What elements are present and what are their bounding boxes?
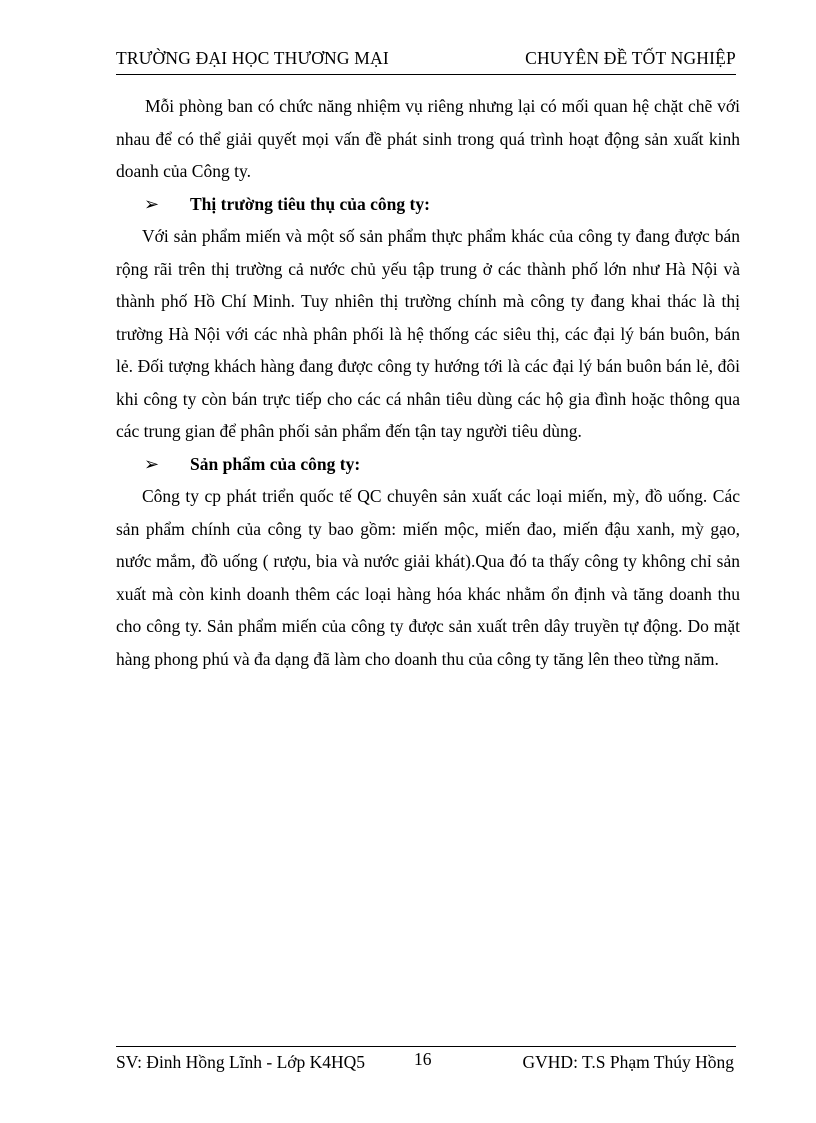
paragraph-market: Với sản phẩm miến và một số sản phẩm thực phẩm khác của công ty đang được bán rộng rãi trên thị trường cả nước chủ yếu tập trung ở các thành phố lớn như Hà Nội và thành phố Hồ Chí Minh. Tuy nhiên thị trường chính mà công ty đang khai thác là thị trường Hà Nội với các nhà phân phối là hệ thống các siêu thị, các đại lý bán buôn, bán lẻ. Đối tượng khách hàng đang được công ty hướng tới là các đại lý bán buôn bán lẻ, đôi khi công ty còn bán trực tiếp cho các cá nhân tiêu dùng các hộ gia đình hoặc thông qua các trung gian để phân phối sản phẩm đến tận tay người tiêu dùng. bbox=[116, 226, 740, 441]
paragraph-products: Công ty cp phát triển quốc tế QC chuyên sản xuất các loại miến, mỳ, đồ uống. Các sản phẩm chính của công ty bao gồm: miến mộc, miến đao, miến đậu xanh, mỳ gạo, nước mắm, đồ uống ( rượu, bia và nước giải khát).Qua đó ta thấy công ty không chỉ sản xuất mà còn kinh doanh thêm các loại hàng hóa khác nhằm ổn định và tăng doanh thu cho công ty. Sản phẩm miến của công ty được sản xuất trên dây truyền tự động. Do mặt hàng phong phú và đa dạng đã làm cho doanh thu của công ty tăng lên theo từng năm. bbox=[116, 486, 740, 669]
footer-student: SV: Đinh Hồng Lĩnh - Lớp K4HQ5 bbox=[116, 1052, 366, 1072]
page-content bbox=[116, 90, 740, 675]
page-footer bbox=[116, 1046, 736, 1077]
section-heading-products bbox=[116, 448, 740, 481]
header-university: TRƯỜNG ĐẠI HỌC THƯƠNG MẠI bbox=[116, 48, 389, 68]
section-heading-products-label: Sản phẩm của công ty: bbox=[190, 453, 361, 474]
footer-supervisor: GVHD: T.S Phạm Thúy Hồng bbox=[522, 1052, 734, 1072]
page-number: 16 bbox=[414, 1049, 432, 1069]
arrow-bullet-icon: ➢ bbox=[144, 453, 160, 474]
section-heading-market bbox=[116, 188, 740, 221]
page-header bbox=[116, 48, 736, 75]
section-heading-market-label: Thị trường tiêu thụ của công ty: bbox=[190, 193, 430, 214]
paragraph-departments: Mỗi phòng ban có chức năng nhiệm vụ riêng nhưng lại có mối quan hệ chặt chẽ với nhau để có thể giải quyết mọi vấn đề phát sinh trong quá trình hoạt động sản xuất kinh doanh của Công ty. bbox=[116, 96, 740, 181]
arrow-bullet-icon: ➢ bbox=[144, 193, 160, 214]
header-document-type: CHUYÊN ĐỀ TỐT NGHIỆP bbox=[525, 48, 736, 68]
